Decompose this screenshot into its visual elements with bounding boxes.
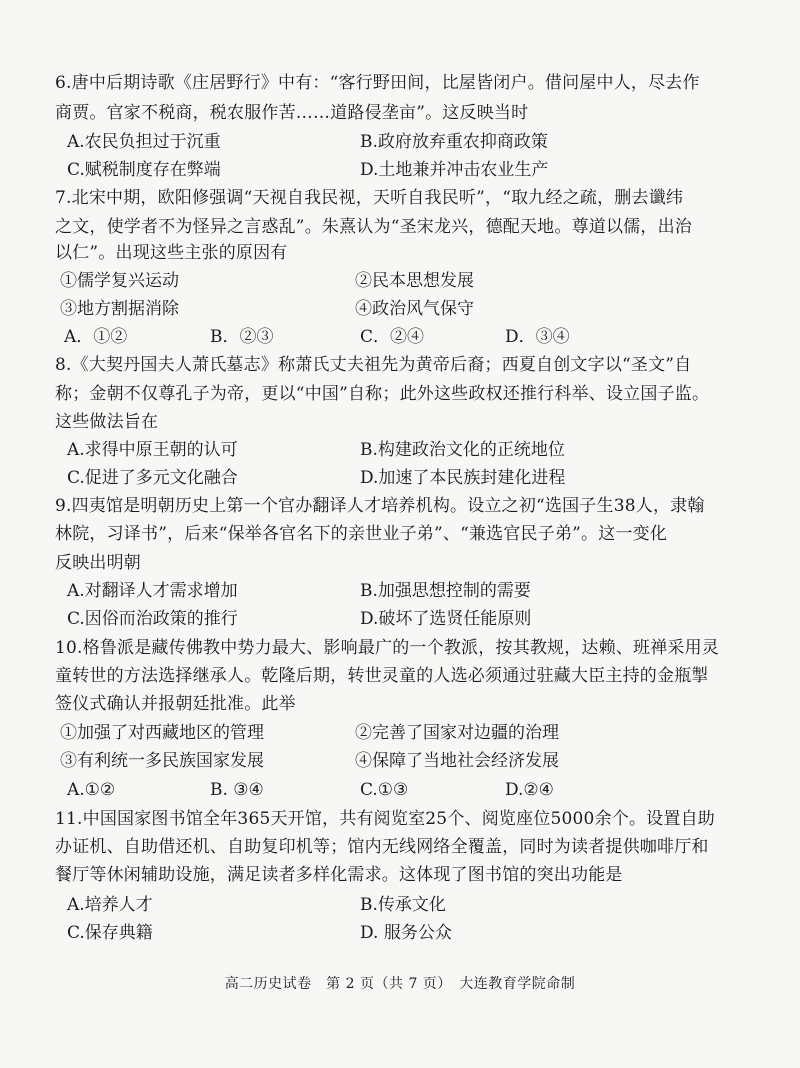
q7-stem-line-3: 以仁”。出现这些主张的原因有 [55,243,288,263]
q7-option-c: C．②④ [360,327,425,347]
q8-stem-line-3: 这些做法旨在 [55,412,159,432]
q10-option-d: D.②④ [505,780,554,800]
q7-item-4: ④政治风气保守 [355,299,474,319]
q6-stem-line-1: 6.唐中后期诗歌《庄居野行》中有：“客行野田间，比屋皆闭户。借问屋中人，尽去作 [55,73,700,93]
q6-stem-line-2: 商贾。官家不税商，税农服作苦……道路侵垄亩”。这反映当时 [55,103,529,123]
q7-option-b: B．②③ [210,327,274,347]
q10-item-4: ④保障了当地社会经济发展 [355,751,559,771]
q9-option-d: D.破坏了选贤任能原则 [360,609,532,629]
q8-option-a: A.求得中原王朝的认可 [67,440,238,460]
q8-stem-line-1: 8.《大契丹国夫人萧氏墓志》称萧氏丈夫祖先为黄帝后裔；西夏自创文字以“圣文”自 [55,355,692,375]
q7-option-d: D．③④ [505,327,570,347]
q9-stem-line-3: 反映出明朝 [55,553,141,573]
q7-stem-line-2: 之文，使学者不为怪异之言惑乱”。朱熹认为“圣宋龙兴，德配天地。尊道以儒，出治 [55,217,692,237]
q10-stem-line-1: 10.格鲁派是藏传佛教中势力最大、影响最广的一个教派，按其教规，达赖、班禅采用灵 [55,638,720,658]
q7-stem-line-1: 7.北宋中期，欧阳修强调“天视自我民视，天听自我民听”，“取九经之疏，删去谶纬 [55,188,684,208]
q9-option-a: A.对翻译人才需求增加 [67,581,238,601]
q8-stem-line-2: 称；金朝不仅尊孔子为帝，更以“中国”自称；此外这些政权还推行科举、设立国子监。 [55,384,710,404]
q11-option-d: D. 服务公众 [360,923,452,943]
q6-option-b: B.政府放弃重农抑商政策 [360,132,548,152]
q8-option-c: C.促进了多元文化融合 [67,468,238,488]
q6-option-d: D.土地兼并冲击农业生产 [360,160,549,180]
q9-stem-line-1: 9.四夷馆是明朝历史上第一个官办翻译人才培养机构。设立之初“选国子生38人，隶翰 [55,496,705,516]
q6-option-a: A.农民负担过于沉重 [67,132,221,152]
q11-stem-line-2: 办证机、自助借还机、自助复印机等；馆内无线网络全覆盖，同时为读者提供咖啡厅和 [55,837,709,857]
q11-option-c: C.保存典籍 [67,923,153,943]
q9-option-c: C.因俗而治政策的推行 [67,609,238,629]
q10-stem-line-2: 童转世的方法选择继承人。乾隆后期，转世灵童的人选必须通过驻藏大臣主持的金瓶掣 [55,666,709,686]
q10-option-b: B. ③④ [210,780,264,800]
q10-item-3: ③有利统一多民族国家发展 [60,751,264,771]
q11-stem-line-3: 餐厅等休闲辅助设施，满足读者多样化需求。这体现了图书馆的突出功能是 [55,865,623,885]
q9-option-b: B.加强思想控制的需要 [360,581,531,601]
q10-stem-line-3: 签仪式确认并报朝廷批准。此举 [55,694,296,714]
q7-option-a: A．①② [64,327,128,347]
q7-item-3: ③地方割据消除 [60,299,179,319]
q7-item-1: ①儒学复兴运动 [60,271,179,291]
q11-option-a: A.培养人才 [67,895,153,915]
q10-option-a: A.①② [67,780,116,800]
q10-option-c: C.①③ [360,780,409,800]
q6-option-c: C.赋税制度存在弊端 [67,160,221,180]
q8-option-d: D.加速了本民族封建化进程 [360,468,566,488]
q11-stem-line-1: 11.中国国家图书馆全年365天开馆，共有阅览室25个、阅览座位5000余个。设置自助 [55,809,715,829]
q7-item-2: ②民本思想发展 [355,271,474,291]
q11-option-b: B.传承文化 [360,895,446,915]
q8-option-b: B.构建政治文化的正统地位 [360,440,565,460]
page-footer: 高二历史试卷 第 2 页（共 7 页） 大连教育学院命制 [224,976,576,992]
q10-item-2: ②完善了国家对边疆的治理 [355,723,559,743]
q9-stem-line-2: 林院，习译书”，后来“保举各官名下的亲世业子弟”、“兼选官民子弟”。这一变化 [55,524,668,544]
q10-item-1: ①加强了对西藏地区的管理 [60,723,264,743]
